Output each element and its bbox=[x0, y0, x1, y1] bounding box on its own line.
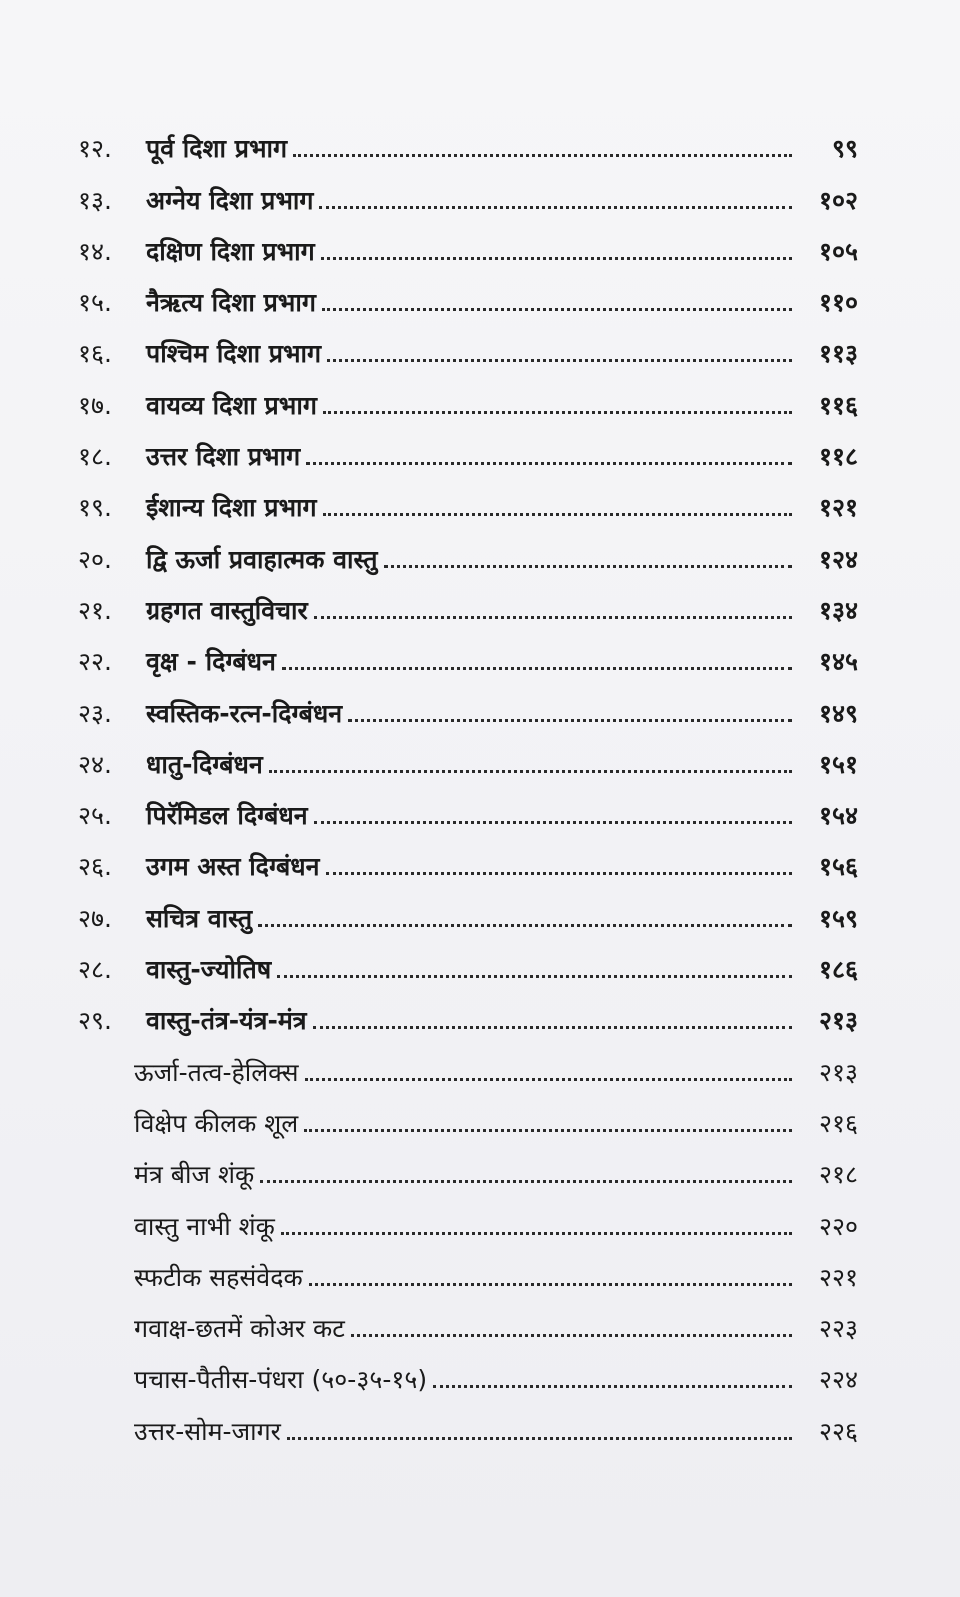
dot-leader bbox=[277, 975, 792, 978]
chapter-number: १२. bbox=[78, 134, 112, 164]
chapter-title: पश्चिम दिशा प्रभाग bbox=[146, 339, 322, 369]
dot-leader bbox=[281, 1232, 792, 1235]
page-number: ११६ bbox=[818, 390, 858, 420]
chapter-number: १५. bbox=[78, 288, 112, 318]
chapter-number: १६. bbox=[78, 339, 112, 369]
chapter-number: २८. bbox=[78, 955, 112, 985]
subsection-title: उत्तर-सोम-जागर bbox=[134, 1416, 281, 1446]
page-number: १५६ bbox=[818, 852, 858, 882]
toc-entry-20[interactable] bbox=[78, 524, 858, 575]
chapter-number: १४. bbox=[78, 236, 112, 266]
chapter-title: उगम अस्त दिग्बंधन bbox=[146, 852, 320, 882]
chapter-number: २१. bbox=[78, 595, 112, 625]
chapter-number: १९. bbox=[78, 493, 112, 523]
toc-entry-18[interactable] bbox=[78, 422, 858, 473]
page-number: १३४ bbox=[818, 595, 858, 625]
toc-entry-24[interactable] bbox=[78, 730, 858, 781]
page-number: १५१ bbox=[818, 749, 858, 779]
chapter-title: ईशान्य दिशा प्रभाग bbox=[146, 493, 317, 523]
chapter-number: २३. bbox=[78, 698, 112, 728]
dot-leader bbox=[304, 1129, 792, 1132]
chapter-title: नैऋत्य दिशा प्रभाग bbox=[146, 288, 316, 318]
page-number: १४९ bbox=[818, 698, 858, 728]
toc-entry-29[interactable] bbox=[78, 986, 858, 1037]
page-number: १०५ bbox=[818, 236, 858, 266]
dot-leader bbox=[326, 872, 792, 875]
chapter-number: २६. bbox=[78, 852, 112, 882]
toc-entry-22[interactable] bbox=[78, 627, 858, 678]
chapter-title: वास्तु-तंत्र-यंत्र-मंत्र bbox=[146, 1006, 307, 1036]
chapter-number: १३. bbox=[78, 185, 112, 215]
toc-entry-25[interactable] bbox=[78, 781, 858, 832]
page-number: २१८ bbox=[818, 1160, 858, 1190]
page-number: २१६ bbox=[818, 1108, 858, 1138]
dot-leader bbox=[269, 770, 792, 773]
dot-leader bbox=[351, 1334, 792, 1337]
chapter-number: २४. bbox=[78, 749, 112, 779]
dot-leader bbox=[309, 1283, 792, 1286]
chapter-title: दक्षिण दिशा प्रभाग bbox=[146, 236, 315, 266]
chapter-title: वास्तु-ज्योतिष bbox=[146, 955, 272, 985]
dot-leader bbox=[287, 1437, 792, 1440]
toc-subentry[interactable] bbox=[78, 1089, 858, 1140]
dot-leader bbox=[348, 719, 792, 722]
chapter-title: पूर्व दिशा प्रभाग bbox=[146, 134, 288, 164]
page-number: २२३ bbox=[818, 1314, 858, 1344]
toc-entry-14[interactable] bbox=[78, 217, 858, 268]
chapter-title: अग्नेय दिशा प्रभाग bbox=[146, 185, 314, 215]
toc-subentry[interactable] bbox=[78, 1243, 858, 1294]
chapter-number: २०. bbox=[78, 544, 112, 574]
chapter-title: द्वि ऊर्जा प्रवाहात्मक वास्तु bbox=[146, 544, 378, 574]
chapter-number: २५. bbox=[78, 801, 112, 831]
toc-subentry[interactable] bbox=[78, 1037, 858, 1088]
chapter-number: २२. bbox=[78, 647, 112, 677]
toc-subentry[interactable] bbox=[78, 1396, 858, 1447]
chapter-title: धातु-दिग्बंधन bbox=[146, 749, 263, 779]
dot-leader bbox=[314, 616, 792, 619]
page-number: १२४ bbox=[818, 544, 858, 574]
page-number: २१३ bbox=[818, 1057, 858, 1087]
page-number: ११८ bbox=[818, 442, 858, 472]
dot-leader bbox=[384, 565, 793, 568]
chapter-number: २९. bbox=[78, 1006, 112, 1036]
dot-leader bbox=[327, 359, 792, 362]
page-number: १२१ bbox=[818, 493, 858, 523]
chapter-number: २७. bbox=[78, 903, 112, 933]
page-number: २२६ bbox=[818, 1416, 858, 1446]
page-number: २१३ bbox=[818, 1006, 858, 1036]
dot-leader bbox=[305, 1078, 792, 1081]
chapter-title: वृक्ष - दिग्बंधन bbox=[146, 647, 276, 677]
toc-subentry[interactable] bbox=[78, 1345, 858, 1396]
page-number: १४५ bbox=[818, 647, 858, 677]
subsection-title: पचास-पैतीस-पंधरा (५०-३५-१५) bbox=[134, 1365, 428, 1395]
page-number: १५९ bbox=[818, 903, 858, 933]
toc-entry-12[interactable] bbox=[78, 114, 858, 165]
toc-subentry[interactable] bbox=[78, 1294, 858, 1345]
page-number: २२४ bbox=[818, 1365, 858, 1395]
table-of-contents bbox=[78, 114, 858, 1448]
chapter-title: वायव्य दिशा प्रभाग bbox=[146, 390, 317, 420]
dot-leader bbox=[322, 308, 792, 311]
page-number: १५४ bbox=[818, 801, 858, 831]
subsection-title: गवाक्ष-छतमें कोअर कट bbox=[134, 1314, 345, 1344]
page-number: २२० bbox=[818, 1211, 858, 1241]
page-number: १०२ bbox=[818, 185, 858, 215]
page-number: १८६ bbox=[818, 955, 858, 985]
toc-entry-21[interactable] bbox=[78, 576, 858, 627]
dot-leader bbox=[282, 667, 792, 670]
page-number: ११३ bbox=[818, 339, 858, 369]
dot-leader bbox=[313, 1026, 792, 1029]
chapter-title: उत्तर दिशा प्रभाग bbox=[146, 442, 301, 472]
chapter-title: पिरॅमिडल दिग्बंधन bbox=[146, 801, 308, 831]
toc-subentry[interactable] bbox=[78, 1191, 858, 1242]
subsection-title: स्फटीक सहसंवेदक bbox=[134, 1262, 303, 1292]
dot-leader bbox=[321, 257, 792, 260]
toc-subentry[interactable] bbox=[78, 1140, 858, 1191]
toc-entry-19[interactable] bbox=[78, 473, 858, 524]
dot-leader bbox=[433, 1385, 792, 1388]
toc-entry-17[interactable] bbox=[78, 370, 858, 421]
subsection-title: वास्तु नाभी शंकू bbox=[134, 1211, 275, 1241]
toc-entry-28[interactable] bbox=[78, 935, 858, 986]
toc-entry-15[interactable] bbox=[78, 268, 858, 319]
chapter-number: १७. bbox=[78, 390, 112, 420]
toc-entry-16[interactable] bbox=[78, 319, 858, 370]
subsection-title: ऊर्जा-तत्व-हेलिक्स bbox=[134, 1057, 299, 1087]
dot-leader bbox=[306, 462, 792, 465]
chapter-number: १८. bbox=[78, 442, 112, 472]
toc-entry-27[interactable] bbox=[78, 883, 858, 934]
chapter-title: ग्रहगत वास्तुविचार bbox=[146, 595, 308, 625]
dot-leader bbox=[293, 154, 792, 157]
dot-leader bbox=[323, 411, 792, 414]
page-number: ९९ bbox=[831, 134, 858, 164]
dot-leader bbox=[260, 1180, 792, 1183]
toc-entry-13[interactable] bbox=[78, 165, 858, 216]
dot-leader bbox=[314, 821, 792, 824]
chapter-title: स्वस्तिक-रत्न-दिग्बंधन bbox=[146, 698, 343, 728]
chapter-title: सचित्र वास्तु bbox=[146, 903, 253, 933]
dot-leader bbox=[323, 513, 792, 516]
subsection-title: मंत्र बीज शंकू bbox=[134, 1160, 255, 1190]
toc-entry-26[interactable] bbox=[78, 832, 858, 883]
page-number: २२१ bbox=[818, 1262, 858, 1292]
page-number: ११० bbox=[818, 288, 858, 318]
toc-entry-23[interactable] bbox=[78, 678, 858, 729]
dot-leader bbox=[319, 206, 792, 209]
subsection-title: विक्षेप कीलक शूल bbox=[134, 1108, 299, 1138]
dot-leader bbox=[258, 924, 792, 927]
